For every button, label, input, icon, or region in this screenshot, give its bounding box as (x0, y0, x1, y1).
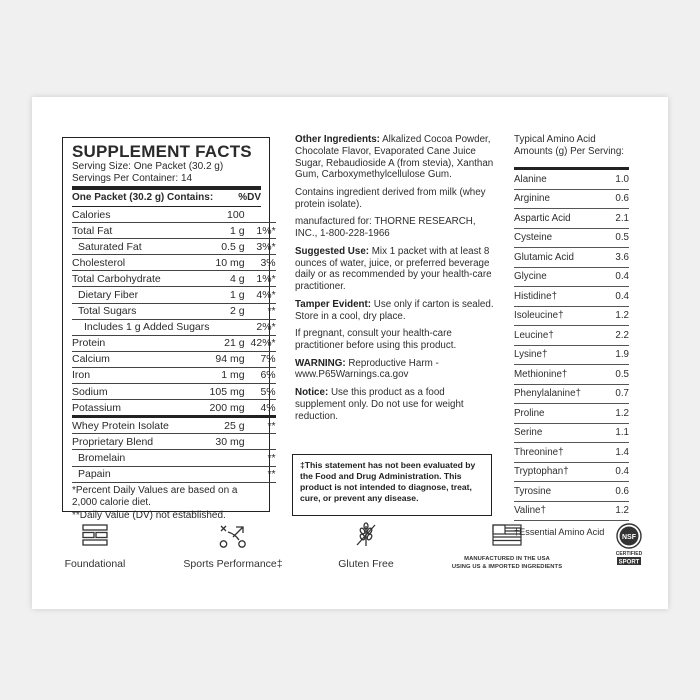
nutrient-dv: 2%* (251, 319, 276, 335)
amino-value: 2.2 (615, 329, 629, 341)
manufacturer-info: manufactured for: THORNE RESEARCH, INC., 1-800-228-1966 (295, 216, 476, 240)
nutrient-name: Total Sugars (72, 303, 210, 319)
amino-row (514, 346, 629, 366)
nutrient-dv: 4%* (251, 287, 276, 303)
amino-name: Histidine† (514, 290, 558, 302)
badge-sports-label: Sports Performance‡ (183, 558, 283, 570)
nutrient-name: Calories (72, 207, 210, 223)
nutrient-amount: 2 g (210, 303, 251, 319)
amino-value: 1.1 (615, 427, 629, 439)
badge-foundational-label: Foundational (64, 558, 126, 570)
nutrient-name: Bromelain (72, 450, 210, 466)
servings-per-container: Servings Per Container: 14 (72, 172, 193, 184)
facts-header-dv: %DV (238, 192, 261, 203)
nutrient-name: Calcium (72, 351, 210, 367)
tamper-evident (295, 299, 495, 323)
amino-row (514, 307, 629, 327)
nutrient-name: Saturated Fat (72, 239, 210, 255)
suggested-use (295, 246, 495, 293)
pregnancy-note: If pregnant, consult your health-care practitioner before using this product. (295, 328, 457, 351)
badge-gluten-free (328, 522, 404, 570)
warning-text: Reproductive Harm - www.P65Warnings.ca.gov (295, 357, 439, 381)
nutrient-amount: 1 mg (210, 367, 251, 383)
nutrient-dv: 42%* (251, 335, 276, 351)
us-flag-icon (492, 524, 522, 546)
amino-name: Proline (514, 407, 545, 419)
amino-name: Arginine (514, 193, 550, 205)
facts-row (72, 319, 276, 335)
amino-row (514, 385, 629, 405)
amino-value: 0.5 (615, 232, 629, 244)
facts-table (72, 207, 276, 483)
amino-name: Isoleucine† (514, 310, 564, 322)
nutrient-amount: 105 mg (210, 384, 251, 400)
facts-header (72, 190, 261, 207)
amino-value: 0.6 (615, 485, 629, 497)
nutrient-name: Whey Protein Isolate (72, 417, 210, 434)
gluten-free-icon (353, 522, 379, 548)
nsf-certified-sport-logo (614, 523, 644, 567)
amino-value: 0.7 (615, 388, 629, 400)
amino-row (514, 170, 629, 190)
amino-row (514, 482, 629, 502)
amino-row (514, 424, 629, 444)
nutrient-dv: ** (251, 466, 276, 482)
amino-name: Glutamic Acid (514, 251, 574, 263)
nutrient-dv: 4% (251, 400, 276, 417)
nutrient-amount (210, 450, 251, 466)
amino-name: Cysteine (514, 232, 553, 244)
other-ingredients (295, 134, 495, 181)
amino-row (514, 463, 629, 483)
nutrient-dv: 1%* (251, 271, 276, 287)
nutrient-amount: 1 g (210, 223, 251, 239)
facts-row (72, 223, 276, 239)
amino-name: Glycine (514, 271, 547, 283)
nutrient-amount: 100 (210, 207, 251, 223)
suggested-use-text: Mix 1 packet with at least 8 ounces of water, juice, or preferred beverage daily or as recommended by your health-care practitioner. (295, 245, 492, 293)
amino-row (514, 365, 629, 385)
nutrient-amount (210, 466, 251, 482)
badge-made-in-usa (442, 524, 572, 571)
nutrient-dv: 7% (251, 351, 276, 367)
amino-row (514, 287, 629, 307)
amino-name: Aspartic Acid (514, 212, 571, 224)
amino-value: 0.5 (615, 368, 629, 380)
supplement-facts-box (62, 137, 276, 521)
amino-value: 0.4 (615, 290, 629, 302)
facts-row (72, 450, 276, 466)
amino-row (514, 248, 629, 268)
milk-note: Contains ingredient derived from milk (whey protein isolate). (295, 186, 486, 210)
nutrient-amount: 30 mg (210, 434, 251, 450)
facts-row (72, 417, 276, 434)
play-diagram-icon (219, 524, 247, 548)
nutrient-amount: 200 mg (210, 400, 251, 417)
facts-row (72, 367, 276, 383)
amino-value: 1.2 (615, 407, 629, 419)
amino-value: 1.2 (615, 310, 629, 322)
amino-name: Lysine† (514, 349, 548, 361)
nutrient-dv: ** (251, 303, 276, 319)
amino-value: 2.1 (615, 212, 629, 224)
nutrient-name: Cholesterol (72, 255, 210, 271)
facts-row (72, 255, 276, 271)
amino-name: Threonine† (514, 446, 564, 458)
amino-row (514, 326, 629, 346)
amino-value: 1.4 (615, 446, 629, 458)
badge-gluten-free-label: Gluten Free (338, 558, 394, 570)
nutrient-dv: 5% (251, 384, 276, 400)
amino-row (514, 268, 629, 288)
amino-value: 1.2 (615, 505, 629, 517)
amino-row (514, 190, 629, 210)
facts-row (72, 303, 276, 319)
nutrient-dv: ** (251, 450, 276, 466)
amino-footnote: †Essential Amino Acid (514, 527, 605, 537)
badge-sports (180, 524, 286, 570)
amino-name: Serine (514, 427, 543, 439)
nutrient-dv: 6% (251, 367, 276, 383)
nutrient-name: Proprietary Blend (72, 434, 210, 450)
facts-row (72, 287, 276, 303)
serving-size: Serving Size: One Packet (30.2 g) (72, 161, 224, 172)
warning (295, 358, 495, 382)
warning-label: WARNING: (295, 357, 346, 369)
notice-label: Notice: (295, 386, 329, 398)
amino-name: Methionine† (514, 368, 568, 380)
facts-header-label: One Packet (30.2 g) Contains: (72, 192, 214, 203)
facts-row (72, 207, 276, 223)
nutrient-name: Total Carbohydrate (72, 271, 210, 287)
amino-value: 1.9 (615, 349, 629, 361)
facts-row (72, 351, 276, 367)
nsf-sport-text: SPORT (618, 559, 640, 566)
amino-row (514, 404, 629, 424)
amino-name: Tyrosine (514, 485, 552, 497)
nutrient-amount: 1 g (210, 287, 251, 303)
facts-row (72, 335, 276, 351)
nutrient-amount: 25 g (210, 417, 251, 434)
notice-text: Use this product as a food supplement only. Do not use for weight reduction. (295, 386, 464, 422)
nutrient-amount: 10 mg (210, 255, 251, 271)
nutrient-dv: 3% (251, 255, 276, 271)
fda-disclaimer: ‡This statement has not been evaluated by the Food and Drug Administration. This product is not intended to diagnose, treat, cure, or prevent any disease. (292, 454, 492, 516)
amino-name: Phenylalanine† (514, 388, 581, 400)
usa-line-2: USING US & IMPORTED INGREDIENTS (451, 563, 563, 570)
nutrient-name: Sodium (72, 384, 210, 400)
tamper-evident-label: Tamper Evident: (295, 298, 372, 310)
amino-row (514, 229, 629, 249)
nsf-logo-text: NSF (622, 534, 636, 541)
facts-title: SUPPLEMENT FACTS (72, 142, 252, 161)
info-column (295, 134, 495, 428)
nutrient-name: Total Fat (72, 223, 210, 239)
amino-value: 1.0 (615, 173, 629, 185)
suggested-use-label: Suggested Use: (295, 245, 370, 257)
amino-row (514, 209, 629, 229)
facts-row (72, 239, 276, 255)
nutrient-dv (251, 434, 276, 450)
nutrient-amount: 4 g (210, 271, 251, 287)
nsf-certified-text: CERTIFIED (615, 551, 643, 557)
amino-value: 0.4 (615, 466, 629, 478)
nutrient-amount: 0.5 g (210, 239, 251, 255)
nutrient-amount: 21 g (210, 335, 251, 351)
facts-row (72, 271, 276, 287)
amino-name: Tryptophan† (514, 466, 569, 478)
notice (295, 387, 495, 422)
facts-row (72, 400, 276, 417)
nutrient-dv (251, 207, 276, 223)
stack-icon (82, 524, 108, 546)
amino-name: Valine† (514, 505, 546, 517)
facts-row (72, 434, 276, 450)
other-ingredients-label: Other Ingredients: (295, 134, 380, 145)
nutrient-name: Includes 1 g Added Sugars (72, 319, 210, 335)
nutrient-amount: 94 mg (210, 351, 251, 367)
nutrient-name: Protein (72, 335, 210, 351)
facts-footnote-2: **Daily Value (DV) not established. (72, 509, 226, 521)
nutrient-dv: ** (251, 417, 276, 434)
usa-line-1: MANUFACTURED IN THE USA (464, 556, 550, 562)
nutrient-amount (210, 319, 251, 335)
amino-value: 3.6 (615, 251, 629, 263)
nutrient-name: Potassium (72, 400, 210, 417)
amino-row (514, 502, 629, 522)
facts-row (72, 384, 276, 400)
facts-row (72, 466, 276, 482)
other-ingredients-text: Alkalized Cocoa Powder, Chocolate Flavor, Evaporated Cane Juice Sugar, Rebaudioside A (from stevia), Xanthan Gum, Carboxymethylcellulose Gum. (295, 134, 494, 181)
amino-title: Typical Amino Acid Amounts (g) Per Serving: (514, 134, 624, 158)
amino-value: 0.6 (615, 193, 629, 205)
facts-footnote-1: *Percent Daily Values are based on a 2,000 calorie diet. (72, 484, 238, 509)
nutrient-name: Dietary Fiber (72, 287, 210, 303)
badge-foundational (62, 524, 128, 570)
amino-name: Alanine (514, 173, 547, 185)
nutrient-name: Papain (72, 466, 210, 482)
tamper-evident-text: Use only if carton is sealed. Store in a cool, dry place. (295, 298, 494, 322)
amino-row (514, 443, 629, 463)
nutrient-dv: 1%* (251, 223, 276, 239)
amino-name: Leucine† (514, 329, 554, 341)
nutrient-name: Iron (72, 367, 210, 383)
amino-value: 0.4 (615, 271, 629, 283)
nutrient-dv: 3%* (251, 239, 276, 255)
amino-acid-table (514, 134, 629, 537)
